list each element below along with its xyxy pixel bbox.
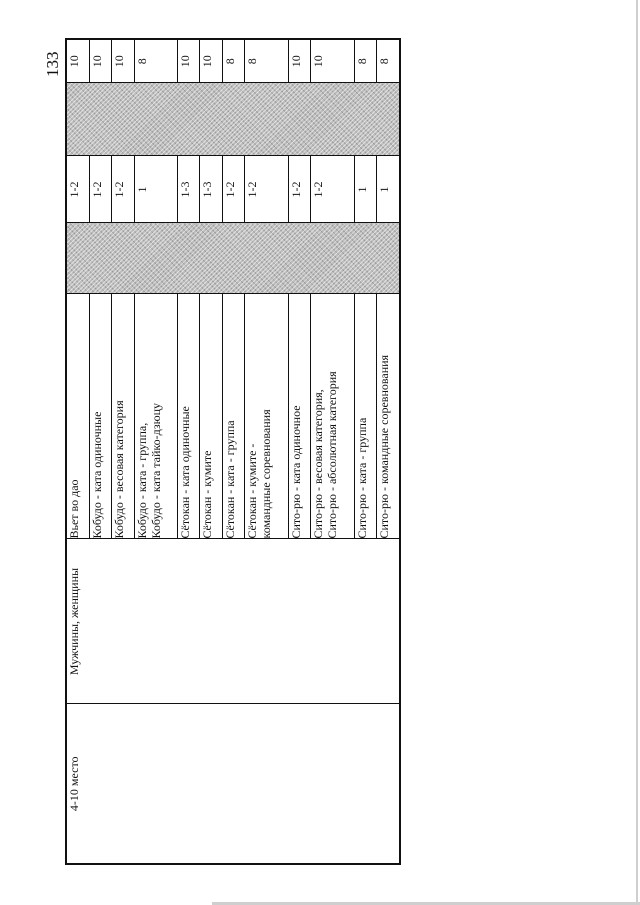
discipline-cell (311, 294, 354, 539)
discipline-cell (288, 294, 310, 539)
discipline-line: Кобудо - ката тайко-дзюцу (148, 402, 163, 539)
discipline-line: Сётокан - ката - группа (222, 420, 237, 539)
gender-cell (66, 539, 400, 704)
discipline-cell (222, 294, 244, 539)
count-cell: 8 (354, 39, 376, 83)
discipline-line: Кобудо - ката - группа, (134, 422, 149, 539)
rotated-page (43, 40, 401, 865)
place-cell (66, 704, 400, 864)
count-cell: 10 (66, 39, 89, 83)
range-cell: 1-2 (89, 156, 111, 223)
count-cell: 10 (311, 39, 354, 83)
discipline-line: Сито-рю - ката - группа (354, 417, 369, 539)
discipline-cell (66, 294, 89, 539)
range-cell: 1-2 (66, 156, 89, 223)
range-cell: 1-2 (222, 156, 244, 223)
count-cell: 10 (200, 39, 222, 83)
discipline-line: Сито-рю - командные соревнования (377, 354, 392, 539)
count-cell: 8 (245, 39, 288, 83)
range-cell: 1-2 (112, 156, 134, 223)
count-cell: 10 (112, 39, 134, 83)
range-cell: 1 (354, 156, 376, 223)
discipline-cell (245, 294, 288, 539)
discipline-line: Кобудо - весовая категория (112, 400, 127, 539)
range-cell: 1 (134, 156, 177, 223)
discipline-cell (354, 294, 376, 539)
count-cell: 8 (222, 39, 244, 83)
count-cell: 10 (89, 39, 111, 83)
discipline-line: Сётокан - ката одиночные (178, 406, 193, 539)
classification-table (65, 38, 401, 865)
range-cell: 1-2 (311, 156, 354, 223)
discipline-cell (377, 294, 400, 539)
count-cell: 8 (134, 39, 177, 83)
discipline-cell (134, 294, 177, 539)
range-cell: 1 (377, 156, 400, 223)
discipline-cell (112, 294, 134, 539)
scan-edge-right (636, 0, 638, 905)
discipline-line: Сито-рю - весовая категория, (311, 389, 326, 539)
range-cell: 1-2 (288, 156, 310, 223)
page-number: 133 (43, 51, 62, 77)
discipline-line: Сётокан - кумите - (245, 443, 260, 539)
table-row (66, 39, 89, 864)
shaded-column-2 (66, 83, 400, 156)
shaded-column-1 (66, 223, 400, 294)
discipline-line: Сётокан - кумите (200, 450, 215, 539)
range-cell: 1-3 (200, 156, 222, 223)
discipline-line: командные соревнования (259, 409, 274, 539)
range-cell: 1-2 (245, 156, 288, 223)
discipline-line: Сито-рю - абсолютная категория (325, 371, 340, 539)
discipline-cell (89, 294, 111, 539)
discipline-line: Вьет во дао (67, 479, 81, 539)
range-cell: 1-3 (178, 156, 200, 223)
discipline-cell (178, 294, 200, 539)
count-cell: 8 (377, 39, 400, 83)
count-cell: 10 (288, 39, 310, 83)
count-cell: 10 (178, 39, 200, 83)
gender-label: Мужчины, женщины (67, 567, 81, 676)
place-label: 4-10 место (67, 756, 81, 812)
discipline-line: Сито-рю - ката одиночное (288, 405, 303, 539)
discipline-line: Кобудо - ката одиночные (89, 411, 104, 539)
discipline-cell (200, 294, 222, 539)
